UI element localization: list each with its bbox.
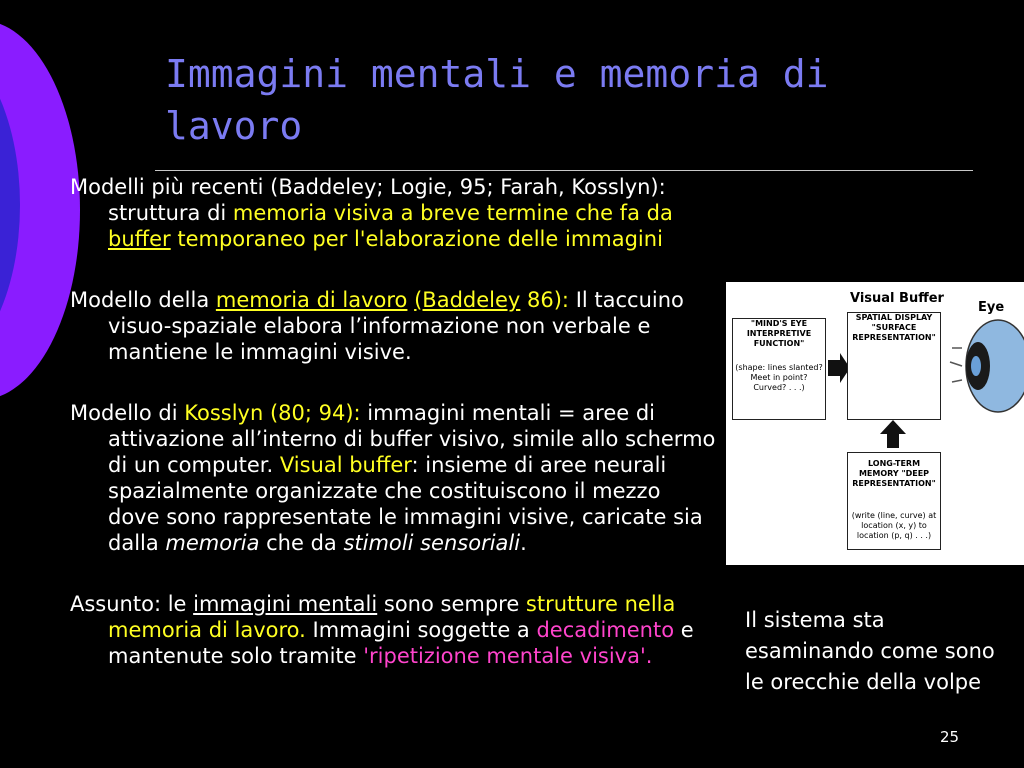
diagram-title: Visual Buffer [850, 291, 944, 306]
title-divider [155, 170, 973, 171]
paragraph-working-memory: Modello della memoria di lavoro (Baddeley 86): Il taccuino visuo-spaziale elabora l’informazione non verbale e mantiene le immagini visive. [70, 288, 684, 364]
arrow-up-icon [880, 420, 906, 448]
minds-eye-subtitle: (shape: lines slanted? Meet in point? Curved? . . .) [735, 363, 823, 392]
paragraph-recent-models: Modelli più recenti (Baddeley; Logie, 95; Farah, Kosslyn): struttura di memoria visiva a breve termine che fa da buffer temporaneo per l'elaborazione delle immagini [70, 175, 673, 251]
link-memoria-di-lavoro[interactable]: memoria di lavoro [215, 288, 408, 312]
spatial-display-box [847, 312, 941, 420]
paragraph-kosslyn-model: Modello di Kosslyn (80; 94): immagini mentali = aree di attivazione all’interno di buffer visivo, simile allo schermo di un computer. Visual buffer: insieme di aree neurali spazialmente organizzate che costituiscono il mezzo dove sono rappresentate le immagini visive, caricate sia dalla memoria che da stimoli sensoriali. [70, 401, 716, 555]
link-baddeley[interactable]: (Baddeley [414, 288, 521, 312]
long-term-memory-title: LONG-TERM MEMORY "DEEP REPRESENTATION" [852, 459, 936, 488]
page-number: 25 [940, 728, 960, 746]
minds-eye-title: "MIND'S EYE INTERPRETIVE FUNCTION" [746, 319, 812, 348]
spatial-display-title: SPATIAL DISPLAY "SURFACE REPRESENTATION" [852, 313, 936, 342]
eye-icon [966, 320, 1024, 412]
figure-caption: Il sistema sta esaminando come sono le orecchie della volpe [745, 608, 995, 694]
minds-eye-box [732, 318, 826, 420]
long-term-memory-box [847, 452, 941, 550]
slide-title: Immagini mentali e memoria di lavoro [165, 52, 829, 148]
eye-label: Eye [978, 300, 1005, 315]
slide-body [70, 174, 718, 704]
paragraph-assumption: Assunto: le immagini mentali sono sempre strutture nella memoria di lavoro. Immagini soggette a decadimento e mantenute solo tramite 'ripetizione mentale visiva'. [70, 592, 694, 668]
signal-lines-icon [950, 348, 962, 382]
long-term-memory-subtitle: (write (line, curve) at location (x, y) to location (p, q) . . .) [851, 511, 937, 540]
